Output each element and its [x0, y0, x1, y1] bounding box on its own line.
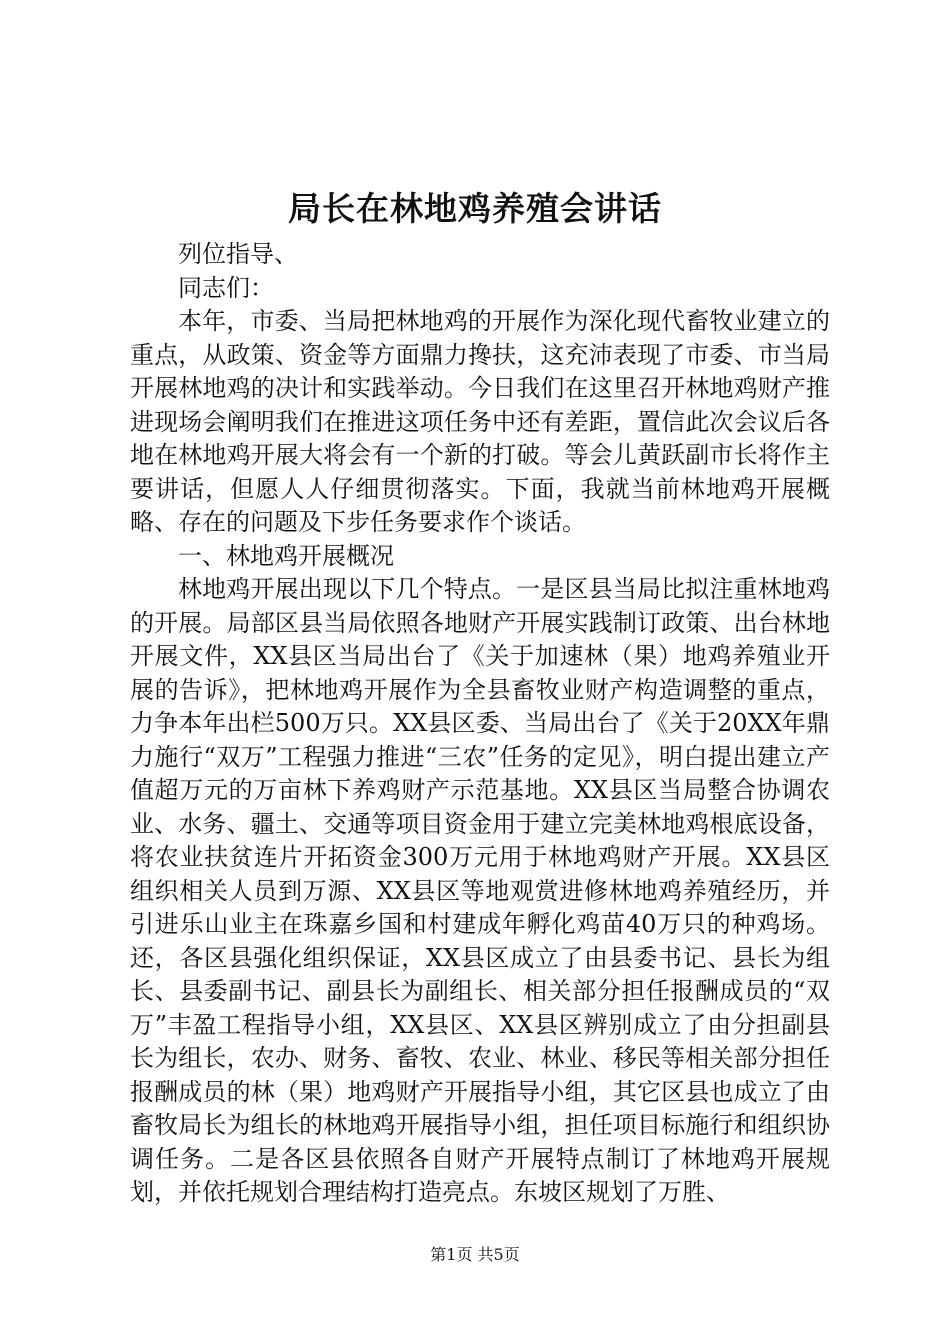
section-paragraph: 林地鸡开展出现以下几个特点。一是区县当局比拟注重林地鸡的开展。局部区县当局依照各地财产开展实践制订政策、出台林地开展文件，XX县区当局出台了《关于加速林（果）地鸡养殖业开展的告诉》，把林地鸡开展作为全县畜牧业财产构造调整的重点，力争本年出栏500万只。XX县区委、当局出台了《关于20XX年鼎力施行“双万”工程强力推进“三农”任务的定见》，明白提出建立产值超万元的万亩林下养鸡财产示范基地。XX县区当局整合协调农业、水务、疆土、交通等项目资金用于建立完美林地鸡根底设备，将农业扶贫连片开拓资金300万元用于林地鸡财产开展。XX县区组织相关人员到万源、XX县区等地观赏进修林地鸡养殖经历，并引进乐山业主在珠嘉乡国和村建成年孵化鸡苗40万只的种鸡场。还，各区县强化组织保证，XX县区成立了由县委书记、县长为组长、县委副书记、副县长为副组长、相关部分担任报酬成员的“双万”丰盈工程指导小组，XX县区、XX县区辨别成立了由分担副县长为组长，农办、财务、畜牧、农业、林业、移民等相关部分担任报酬成员的林（果）地鸡财产开展指导小组，其它区县也成立了由畜牧局长为组长的林地鸡开展指导小组，担任项目标施行和组织协调任务。二是各区县依照各自财产开展特点制订了林地鸡开展规划，并依托规划合理结构打造亮点。东坡区规划了万胜、 [130, 575, 830, 1206]
document-title: 局长在林地鸡养殖会讲话 [288, 189, 662, 228]
document-body [130, 238, 830, 1210]
intro-paragraph: 本年，市委、当局把林地鸡的开展作为深化现代畜牧业建立的重点，从政策、资金等方面鼎力搀扶，这充沛表现了市委、市当局开展林地鸡的决计和实践举动。今日我们在这里召开林地鸡财产推进现场会阐明我们在推进这项任务中还有差距，置信此次会议后各地在林地鸡开展大将会有一个新的打破。等会儿黄跃副市长将作主要讲话，但愿人人仔细贯彻落实。下面，我就当前林地鸡开展概略、存在的问题及下步任务要求作个谈话。 [130, 307, 830, 536]
salutation-line-2: 同志们： [178, 273, 274, 302]
page-footer: 第1页 共5页 [430, 1245, 520, 1264]
section-heading: 一、林地鸡开展概况 [178, 541, 394, 570]
salutation-line-1: 列位指导、 [178, 240, 298, 268]
